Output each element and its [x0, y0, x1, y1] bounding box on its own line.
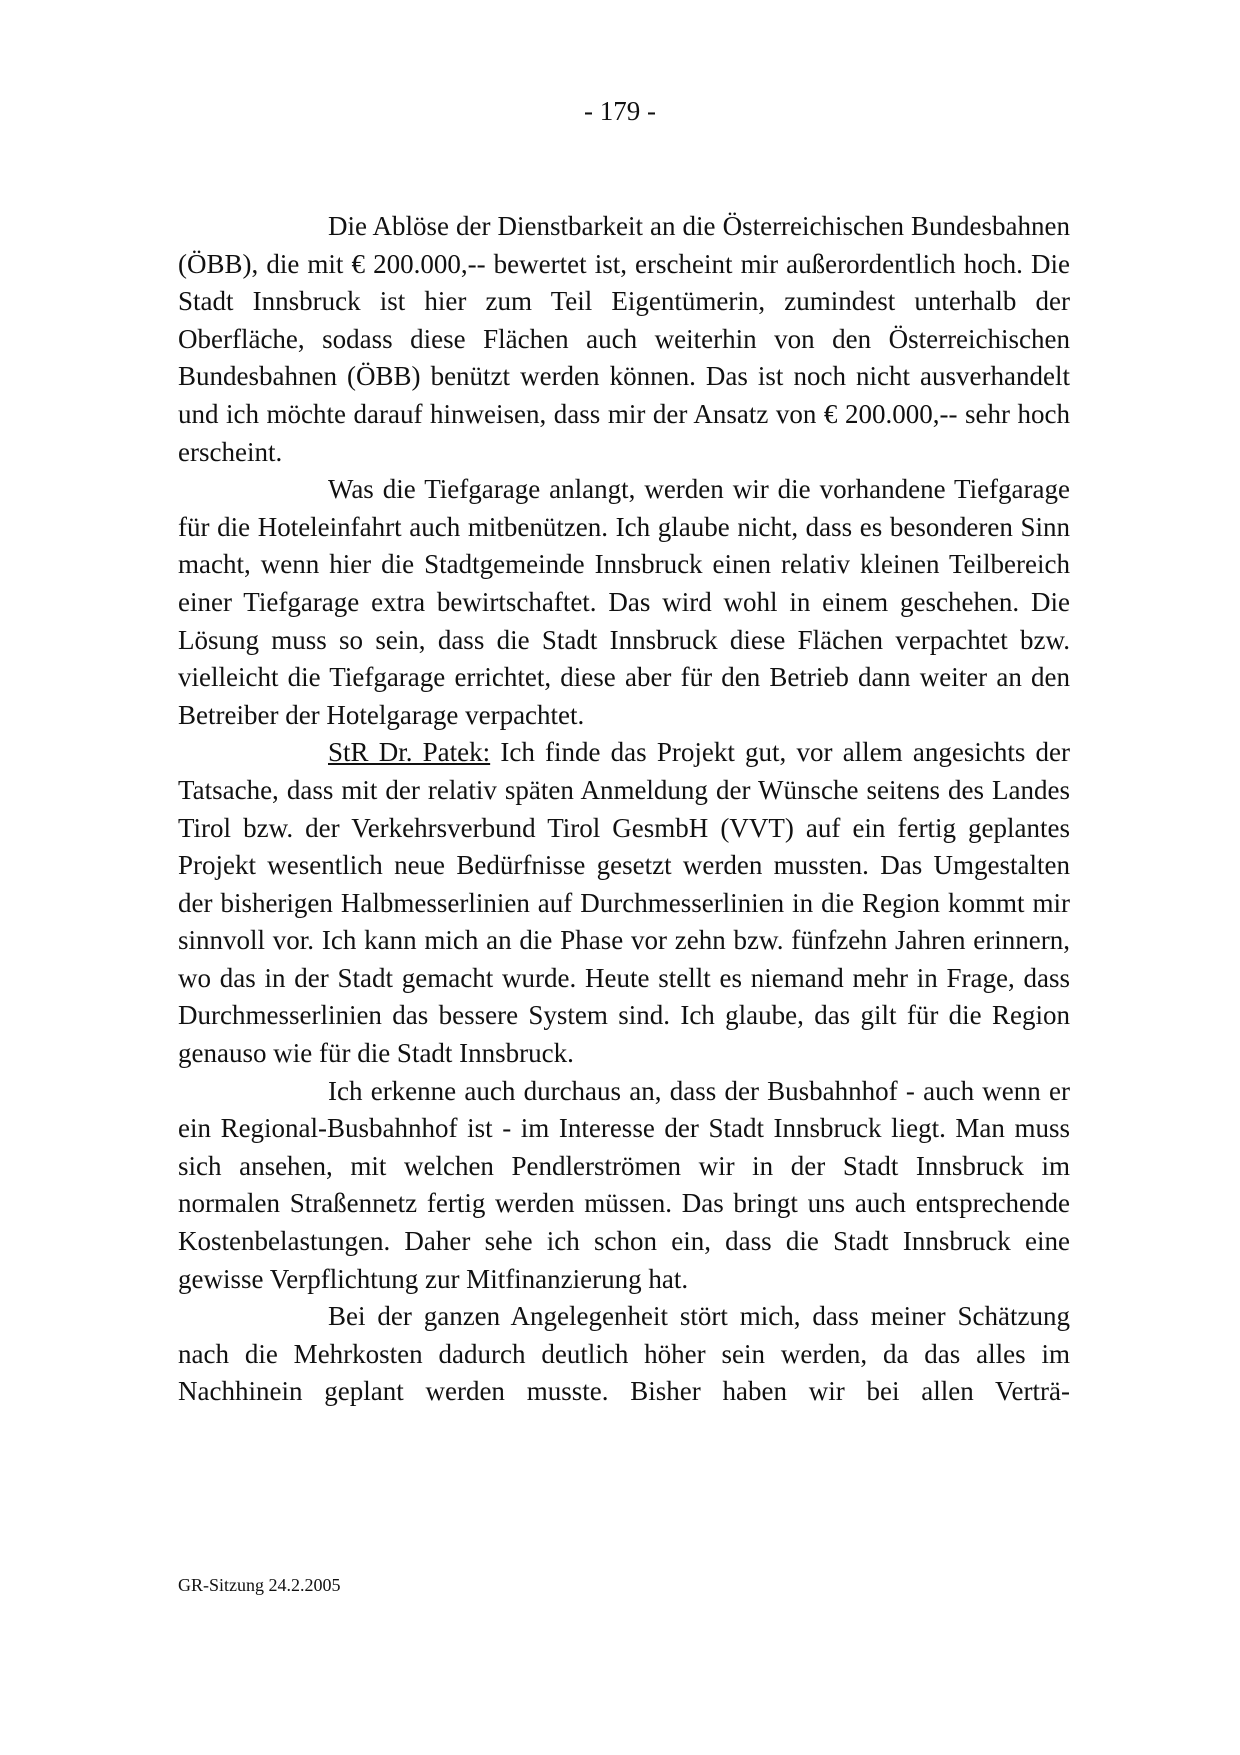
paragraph — [178, 1073, 1070, 1299]
footer-session-date: GR-Sitzung 24.2.2005 — [178, 1575, 341, 1595]
paragraph-text: Was die Tiefgarage anlangt, werden wir die vorhandene Tiefgarage für die Hoteleinfahrt auch mitbenützen. Ich glaube nicht, dass es besonderen Sinn macht, wenn hier die Stadtgemeinde Innsbruck einen relativ kleinen Teilbereich einer Tiefgarage extra bewirtschaftet. Das wird wohl in einem geschehen. Die Lösung muss so sein, dass die Stadt Innsbruck diese Flächen verpachtet bzw. vielleicht die Tiefgarage errichtet, diese aber für den Betrieb dann weiter an den Betreiber der Hotelgarage verpachtet. — [178, 474, 1070, 730]
paragraph — [178, 208, 1070, 471]
paragraph-text: Ich finde das Projekt gut, vor allem angesichts der Tatsache, dass mit der relativ späten Anmeldung der Wünsche seitens des Landes Tirol bzw. der Verkehrsverbund Tirol GesmbH (VVT) auf ein fertig geplantes Projekt wesentlich neue Bedürfnisse gesetzt werden mussten. Das Umgestalten der bisherigen Halbmesserlinien auf Durchmesserlinien in die Region kommt mir sinnvoll vor. Ich kann mich an die Phase vor zehn bzw. fünfzehn Jahren erinnern, wo das in der Stadt gemacht wurde. Heute stellt es niemand mehr in Frage, dass Durchmesserlinien das bessere System sind. Ich glaube, das gilt für die Region genauso wie für die Stadt Innsbruck. — [178, 737, 1070, 1069]
paragraph — [178, 471, 1070, 734]
paragraph — [178, 1298, 1070, 1411]
document-body — [178, 208, 1070, 1411]
paragraph-text: Bei der ganzen Angelegenheit stört mich, dass meiner Schätzung nach die Mehrkosten dadurch deutlich höher sein werden, da das alles im Nachhinein geplant werden musste. Bisher haben wir bei allen Verträ- — [178, 1301, 1070, 1407]
paragraph-text: Die Ablöse der Dienstbarkeit an die Österreichischen Bundesbahnen (ÖBB), die mit € 200.000,-- bewertet ist, erscheint mir außerordentlich hoch. Die Stadt Innsbruck ist hier zum Teil Eigentümerin, zumindest unterhalb der Oberfläche, sodass diese Flächen auch weiterhin von den Österreichischen Bundesbahnen (ÖBB) benützt werden können. Das ist noch nicht ausverhandelt und ich möchte darauf hinweisen, dass mir der Ansatz von € 200.000,-- sehr hoch erscheint. — [178, 211, 1070, 467]
paragraph-text: Ich erkenne auch durchaus an, dass der Busbahnhof - auch wenn er ein Regional-Busbahnhof ist - im Interesse der Stadt Innsbruck liegt. Man muss sich ansehen, mit welchen Pendlerströmen wir in der Stadt Innsbruck im normalen Straßennetz fertig werden müssen. Das bringt uns auch entsprechende Kostenbelastungen. Daher sehe ich schon ein, dass die Stadt Innsbruck eine gewisse Verpflichtung zur Mitfinanzierung hat. — [178, 1075, 1070, 1294]
speaker-name: StR Dr. Patek: — [328, 737, 491, 768]
paragraph — [178, 734, 1070, 1072]
page-number: - 179 - — [584, 96, 656, 126]
